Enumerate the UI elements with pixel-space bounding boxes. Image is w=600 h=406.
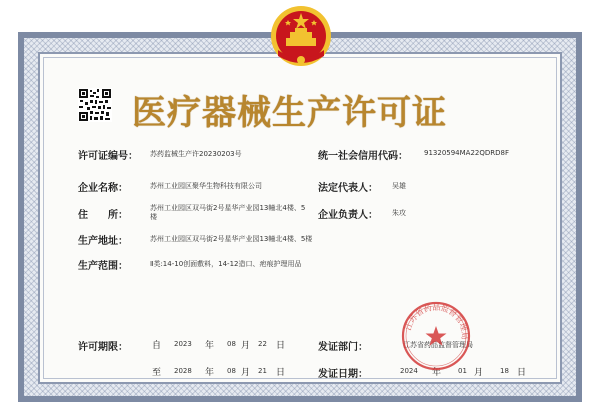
from-year: 2023: [174, 340, 192, 348]
company-name-label: 企业名称：: [78, 183, 128, 194]
company-name-value: 苏州工业园区聚华生物科技有限公司: [150, 182, 262, 190]
validity-label: 许可期限：: [78, 342, 128, 353]
seal-arc-text: 江苏省药品监督管理局: [403, 302, 470, 340]
residence-value: 苏州工业园区双马街2号星华产业园13幢北4楼、5楼: [150, 204, 306, 221]
issue-month: 01: [458, 367, 467, 375]
national-emblem-icon: [268, 4, 334, 70]
credit-code-value: 91320594MA22QDRD8F: [424, 149, 509, 157]
issue-year: 2024: [400, 367, 418, 375]
to-day-unit: 日: [276, 368, 286, 378]
validity-from-label: 自: [152, 341, 162, 351]
official-seal-icon: [400, 300, 472, 372]
issue-month-unit: 月: [474, 368, 484, 378]
from-year-unit: 年: [205, 341, 215, 351]
from-month: 08: [227, 340, 236, 348]
to-month: 08: [227, 367, 236, 375]
issuer-value: 江苏省药品监督管理局: [403, 341, 473, 349]
to-year-unit: 年: [205, 368, 215, 378]
issue-day: 18: [500, 367, 509, 375]
credit-code-label: 统一社会信用代码：: [318, 151, 408, 162]
production-address-value: 苏州工业园区双马街2号星华产业园13幢北4楼、5楼: [150, 235, 313, 243]
issue-date-label: 发证日期：: [318, 369, 368, 380]
license-no-label: 许可证编号：: [78, 151, 138, 162]
qr-code-icon: [78, 88, 112, 122]
certificate-title: 医疗器械生产许可证: [132, 93, 447, 133]
production-scope-value: Ⅱ类:14-10创面敷料，14-12造口、疤痕护理用品: [150, 260, 302, 268]
validity-to-label: 至: [152, 368, 162, 378]
issuer-label: 发证部门：: [318, 342, 368, 353]
legal-rep-value: 吴雄: [392, 182, 406, 190]
legal-rep-label: 法定代表人：: [318, 183, 378, 194]
issue-year-unit: 年: [432, 368, 442, 378]
to-day: 21: [258, 367, 267, 375]
from-day: 22: [258, 340, 267, 348]
from-month-unit: 月: [241, 341, 251, 351]
from-day-unit: 日: [276, 341, 286, 351]
person-in-charge-label: 企业负责人：: [318, 210, 378, 221]
to-year: 2028: [174, 367, 192, 375]
to-month-unit: 月: [241, 368, 251, 378]
person-in-charge-value: 朱攻: [392, 209, 406, 217]
license-no-value: 苏药监械生产许20230203号: [150, 150, 242, 158]
production-scope-label: 生产范围：: [78, 261, 128, 272]
residence-label: 住 所：: [78, 210, 128, 221]
issue-day-unit: 日: [517, 368, 527, 378]
production-address-label: 生产地址：: [78, 236, 128, 247]
